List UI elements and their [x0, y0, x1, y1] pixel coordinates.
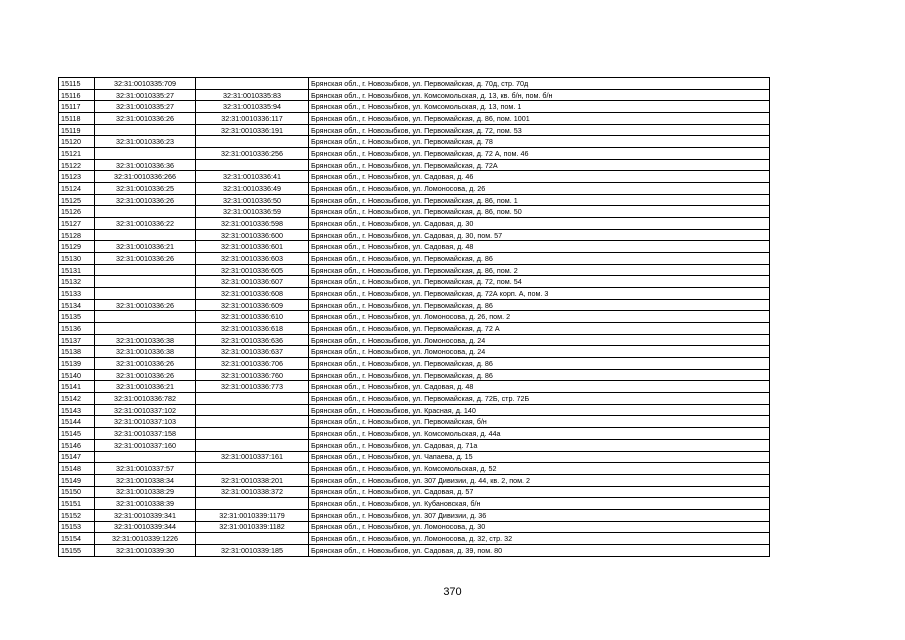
address-cell: Брянская обл., г. Новозыбков, ул. Комсомольская, д. 44а: [309, 428, 770, 440]
object-cadastral-number-cell: 32:31:0010336:256: [196, 148, 309, 160]
table-row: [59, 521, 770, 533]
address-cell: Брянская обл., г. Новозыбков, ул. Первомайская, д. 86: [309, 358, 770, 370]
object-cadastral-number-cell: 32:31:0010336:610: [196, 311, 309, 323]
row-number-cell: 15115: [59, 78, 95, 90]
address-cell: Брянская обл., г. Новозыбков, ул. Первомайская, д. 78: [309, 136, 770, 148]
object-cadastral-number-cell: 32:31:0010336:603: [196, 253, 309, 265]
address-cell: Брянская обл., г. Новозыбков, ул. Садовая, д. 30, пом. 57: [309, 229, 770, 241]
row-number-cell: 15124: [59, 183, 95, 195]
row-number-cell: 15144: [59, 416, 95, 428]
row-number-cell: 15148: [59, 463, 95, 475]
table-row: [59, 78, 770, 90]
parcel-cadastral-number-cell: 32:31:0010336:266: [95, 171, 196, 183]
object-cadastral-number-cell: 32:31:0010336:598: [196, 218, 309, 230]
object-cadastral-number-cell: 32:31:0010338:201: [196, 474, 309, 486]
parcel-cadastral-number-cell: [95, 311, 196, 323]
object-cadastral-number-cell: 32:31:0010336:117: [196, 113, 309, 125]
row-number-cell: 15120: [59, 136, 95, 148]
table-row: [59, 311, 770, 323]
parcel-cadastral-number-cell: 32:31:0010339:1226: [95, 533, 196, 545]
row-number-cell: 15125: [59, 194, 95, 206]
address-cell: Брянская обл., г. Новозыбков, ул. Ломоносова, д. 30: [309, 521, 770, 533]
parcel-cadastral-number-cell: 32:31:0010336:22: [95, 218, 196, 230]
address-cell: Брянская обл., г. Новозыбков, ул. Красная, д. 140: [309, 404, 770, 416]
parcel-cadastral-number-cell: 32:31:0010336:26: [95, 253, 196, 265]
table-row: [59, 288, 770, 300]
address-cell: Брянская обл., г. Новозыбков, ул. Садовая, д. 46: [309, 171, 770, 183]
row-number-cell: 15150: [59, 486, 95, 498]
object-cadastral-number-cell: 32:31:0010336:50: [196, 194, 309, 206]
address-cell: Брянская обл., г. Новозыбков, ул. Первомайская, д. 72, пом. 54: [309, 276, 770, 288]
table-row: [59, 346, 770, 358]
row-number-cell: 15130: [59, 253, 95, 265]
object-cadastral-number-cell: [196, 533, 309, 545]
object-cadastral-number-cell: [196, 428, 309, 440]
object-cadastral-number-cell: [196, 416, 309, 428]
parcel-cadastral-number-cell: [95, 451, 196, 463]
address-cell: Брянская обл., г. Новозыбков, ул. Кубановская, б/н: [309, 498, 770, 510]
object-cadastral-number-cell: 32:31:0010336:773: [196, 381, 309, 393]
row-number-cell: 15129: [59, 241, 95, 253]
address-cell: Брянская обл., г. Новозыбков, ул. Ломоносова, д. 24: [309, 346, 770, 358]
row-number-cell: 15147: [59, 451, 95, 463]
parcel-cadastral-number-cell: 32:31:0010339:30: [95, 544, 196, 556]
parcel-cadastral-number-cell: 32:31:0010336:26: [95, 194, 196, 206]
parcel-cadastral-number-cell: 32:31:0010336:38: [95, 346, 196, 358]
parcel-cadastral-number-cell: 32:31:0010338:29: [95, 486, 196, 498]
row-number-cell: 15134: [59, 299, 95, 311]
row-number-cell: 15116: [59, 89, 95, 101]
object-cadastral-number-cell: [196, 404, 309, 416]
address-cell: Брянская обл., г. Новозыбков, ул. Первомайская, д. 86, пом. 1001: [309, 113, 770, 125]
parcel-cadastral-number-cell: 32:31:0010337:102: [95, 404, 196, 416]
row-number-cell: 15155: [59, 544, 95, 556]
address-cell: Брянская обл., г. Новозыбков, ул. Первомайская, д. 86: [309, 253, 770, 265]
object-cadastral-number-cell: 32:31:0010339:1179: [196, 509, 309, 521]
parcel-cadastral-number-cell: 32:31:0010336:25: [95, 183, 196, 195]
address-cell: Брянская обл., г. Новозыбков, ул. Первомайская, б/н: [309, 416, 770, 428]
parcel-cadastral-number-cell: 32:31:0010336:38: [95, 334, 196, 346]
table-row: [59, 89, 770, 101]
object-cadastral-number-cell: 32:31:0010336:59: [196, 206, 309, 218]
address-cell: Брянская обл., г. Новозыбков, ул. Первомайская, д. 86, пом. 50: [309, 206, 770, 218]
table-row: [59, 416, 770, 428]
address-cell: Брянская обл., г. Новозыбков, ул. Комсомольская, д. 52: [309, 463, 770, 475]
object-cadastral-number-cell: 32:31:0010335:83: [196, 89, 309, 101]
address-cell: Брянская обл., г. Новозыбков, ул. Первомайская, д. 72 А: [309, 323, 770, 335]
table-row: [59, 171, 770, 183]
parcel-cadastral-number-cell: 32:31:0010336:21: [95, 381, 196, 393]
address-cell: Брянская обл., г. Новозыбков, ул. Чапаева, д. 15: [309, 451, 770, 463]
parcel-cadastral-number-cell: 32:31:0010336:26: [95, 358, 196, 370]
address-cell: Брянская обл., г. Новозыбков, ул. Садовая, д. 48: [309, 381, 770, 393]
object-cadastral-number-cell: 32:31:0010339:185: [196, 544, 309, 556]
table-row: [59, 136, 770, 148]
object-cadastral-number-cell: 32:31:0010336:41: [196, 171, 309, 183]
table-row: [59, 229, 770, 241]
parcel-cadastral-number-cell: 32:31:0010337:158: [95, 428, 196, 440]
address-cell: Брянская обл., г. Новозыбков, ул. Ломоносова, д. 26: [309, 183, 770, 195]
parcel-cadastral-number-cell: [95, 148, 196, 160]
row-number-cell: 15142: [59, 393, 95, 405]
registry-table: [58, 77, 770, 557]
parcel-cadastral-number-cell: 32:31:0010335:27: [95, 89, 196, 101]
table-row: [59, 218, 770, 230]
object-cadastral-number-cell: 32:31:0010336:605: [196, 264, 309, 276]
row-number-cell: 15141: [59, 381, 95, 393]
object-cadastral-number-cell: 32:31:0010336:637: [196, 346, 309, 358]
object-cadastral-number-cell: 32:31:0010338:372: [196, 486, 309, 498]
table-row: [59, 393, 770, 405]
table-row: [59, 276, 770, 288]
parcel-cadastral-number-cell: [95, 124, 196, 136]
object-cadastral-number-cell: 32:31:0010336:609: [196, 299, 309, 311]
object-cadastral-number-cell: 32:31:0010336:607: [196, 276, 309, 288]
address-cell: Брянская обл., г. Новозыбков, ул. Первомайская, д. 72А: [309, 159, 770, 171]
address-cell: Брянская обл., г. Новозыбков, ул. Садовая, д. 30: [309, 218, 770, 230]
row-number-cell: 15126: [59, 206, 95, 218]
row-number-cell: 15132: [59, 276, 95, 288]
parcel-cadastral-number-cell: [95, 276, 196, 288]
address-cell: Брянская обл., г. Новозыбков, ул. 307 Дивизии, д. 36: [309, 509, 770, 521]
object-cadastral-number-cell: 32:31:0010336:191: [196, 124, 309, 136]
address-cell: Брянская обл., г. Новозыбков, ул. Ломоносова, д. 32, стр. 32: [309, 533, 770, 545]
row-number-cell: 15136: [59, 323, 95, 335]
row-number-cell: 15140: [59, 369, 95, 381]
object-cadastral-number-cell: [196, 439, 309, 451]
table-row: [59, 183, 770, 195]
address-cell: Брянская обл., г. Новозыбков, ул. Первомайская, д. 86: [309, 369, 770, 381]
table-row: [59, 533, 770, 545]
object-cadastral-number-cell: 32:31:0010337:161: [196, 451, 309, 463]
object-cadastral-number-cell: 32:31:0010336:608: [196, 288, 309, 300]
table-row: [59, 358, 770, 370]
address-cell: Брянская обл., г. Новозыбков, ул. Комсомольская, д. 13, кв. б/н, пом. б/н: [309, 89, 770, 101]
table-row: [59, 124, 770, 136]
table-row: [59, 113, 770, 125]
parcel-cadastral-number-cell: 32:31:0010336:782: [95, 393, 196, 405]
table-row: [59, 194, 770, 206]
table-row: [59, 428, 770, 440]
object-cadastral-number-cell: [196, 159, 309, 171]
row-number-cell: 15152: [59, 509, 95, 521]
address-cell: Брянская обл., г. Новозыбков, ул. Садовая, д. 39, пом. 80: [309, 544, 770, 556]
table-row: [59, 241, 770, 253]
row-number-cell: 15131: [59, 264, 95, 276]
object-cadastral-number-cell: 32:31:0010336:601: [196, 241, 309, 253]
parcel-cadastral-number-cell: [95, 288, 196, 300]
address-cell: Брянская обл., г. Новозыбков, ул. Первомайская, д. 72А корп. А, пом. 3: [309, 288, 770, 300]
object-cadastral-number-cell: 32:31:0010336:760: [196, 369, 309, 381]
row-number-cell: 15119: [59, 124, 95, 136]
parcel-cadastral-number-cell: 32:31:0010338:34: [95, 474, 196, 486]
object-cadastral-number-cell: [196, 393, 309, 405]
object-cadastral-number-cell: 32:31:0010336:600: [196, 229, 309, 241]
table-row: [59, 451, 770, 463]
table-row: [59, 334, 770, 346]
table-row: [59, 206, 770, 218]
row-number-cell: 15118: [59, 113, 95, 125]
parcel-cadastral-number-cell: [95, 264, 196, 276]
registry-table-body: [59, 78, 770, 557]
object-cadastral-number-cell: [196, 498, 309, 510]
row-number-cell: 15117: [59, 101, 95, 113]
address-cell: Брянская обл., г. Новозыбков, ул. Садовая, д. 48: [309, 241, 770, 253]
object-cadastral-number-cell: [196, 136, 309, 148]
table-row: [59, 253, 770, 265]
object-cadastral-number-cell: 32:31:0010339:1182: [196, 521, 309, 533]
address-cell: Брянская обл., г. Новозыбков, ул. 307 Дивизии, д. 44, кв. 2, пом. 2: [309, 474, 770, 486]
table-row: [59, 323, 770, 335]
row-number-cell: 15121: [59, 148, 95, 160]
address-cell: Брянская обл., г. Новозыбков, ул. Садовая, д. 57: [309, 486, 770, 498]
parcel-cadastral-number-cell: 32:31:0010336:21: [95, 241, 196, 253]
row-number-cell: 15135: [59, 311, 95, 323]
parcel-cadastral-number-cell: 32:31:0010338:39: [95, 498, 196, 510]
address-cell: Брянская обл., г. Новозыбков, ул. Первомайская, д. 86, пом. 1: [309, 194, 770, 206]
parcel-cadastral-number-cell: 32:31:0010337:160: [95, 439, 196, 451]
parcel-cadastral-number-cell: 32:31:0010339:344: [95, 521, 196, 533]
row-number-cell: 15137: [59, 334, 95, 346]
row-number-cell: 15154: [59, 533, 95, 545]
table-row: [59, 299, 770, 311]
table-row: [59, 369, 770, 381]
row-number-cell: 15133: [59, 288, 95, 300]
table-row: [59, 159, 770, 171]
parcel-cadastral-number-cell: 32:31:0010335:709: [95, 78, 196, 90]
parcel-cadastral-number-cell: 32:31:0010336:26: [95, 369, 196, 381]
parcel-cadastral-number-cell: 32:31:0010336:36: [95, 159, 196, 171]
row-number-cell: 15128: [59, 229, 95, 241]
row-number-cell: 15127: [59, 218, 95, 230]
object-cadastral-number-cell: [196, 463, 309, 475]
table-row: [59, 486, 770, 498]
address-cell: Брянская обл., г. Новозыбков, ул. Ломоносова, д. 26, пом. 2: [309, 311, 770, 323]
row-number-cell: 15138: [59, 346, 95, 358]
row-number-cell: 15139: [59, 358, 95, 370]
object-cadastral-number-cell: 32:31:0010336:618: [196, 323, 309, 335]
parcel-cadastral-number-cell: 32:31:0010337:103: [95, 416, 196, 428]
table-row: [59, 101, 770, 113]
table-row: [59, 474, 770, 486]
parcel-cadastral-number-cell: [95, 323, 196, 335]
table-row: [59, 544, 770, 556]
parcel-cadastral-number-cell: 32:31:0010336:23: [95, 136, 196, 148]
address-cell: Брянская обл., г. Новозыбков, ул. Первомайская, д. 86: [309, 299, 770, 311]
address-cell: Брянская обл., г. Новозыбков, ул. Первомайская, д. 72 А, пом. 46: [309, 148, 770, 160]
address-cell: Брянская обл., г. Новозыбков, ул. Первомайская, д. 70д, стр. 70д: [309, 78, 770, 90]
row-number-cell: 15146: [59, 439, 95, 451]
row-number-cell: 15143: [59, 404, 95, 416]
address-cell: Брянская обл., г. Новозыбков, ул. Первомайская, д. 86, пом. 2: [309, 264, 770, 276]
table-row: [59, 404, 770, 416]
table-row: [59, 498, 770, 510]
table-row: [59, 439, 770, 451]
table-row: [59, 381, 770, 393]
page-number: 370: [443, 586, 462, 598]
address-cell: Брянская обл., г. Новозыбков, ул. Комсомольская, д. 13, пом. 1: [309, 101, 770, 113]
parcel-cadastral-number-cell: 32:31:0010335:27: [95, 101, 196, 113]
object-cadastral-number-cell: 32:31:0010335:94: [196, 101, 309, 113]
table-row: [59, 148, 770, 160]
row-number-cell: 15145: [59, 428, 95, 440]
parcel-cadastral-number-cell: 32:31:0010337:57: [95, 463, 196, 475]
table-row: [59, 264, 770, 276]
row-number-cell: 15123: [59, 171, 95, 183]
parcel-cadastral-number-cell: 32:31:0010339:341: [95, 509, 196, 521]
object-cadastral-number-cell: 32:31:0010336:49: [196, 183, 309, 195]
parcel-cadastral-number-cell: 32:31:0010336:26: [95, 113, 196, 125]
address-cell: Брянская обл., г. Новозыбков, ул. Садовая, д. 71а: [309, 439, 770, 451]
table-row: [59, 463, 770, 475]
address-cell: Брянская обл., г. Новозыбков, ул. Ломоносова, д. 24: [309, 334, 770, 346]
object-cadastral-number-cell: 32:31:0010336:706: [196, 358, 309, 370]
address-cell: Брянская обл., г. Новозыбков, ул. Первомайская, д. 72Б, стр. 72Б: [309, 393, 770, 405]
table-row: [59, 509, 770, 521]
object-cadastral-number-cell: 32:31:0010336:636: [196, 334, 309, 346]
address-cell: Брянская обл., г. Новозыбков, ул. Первомайская, д. 72, пом. 53: [309, 124, 770, 136]
parcel-cadastral-number-cell: [95, 206, 196, 218]
row-number-cell: 15151: [59, 498, 95, 510]
row-number-cell: 15122: [59, 159, 95, 171]
object-cadastral-number-cell: [196, 78, 309, 90]
row-number-cell: 15153: [59, 521, 95, 533]
parcel-cadastral-number-cell: [95, 229, 196, 241]
parcel-cadastral-number-cell: 32:31:0010336:26: [95, 299, 196, 311]
row-number-cell: 15149: [59, 474, 95, 486]
